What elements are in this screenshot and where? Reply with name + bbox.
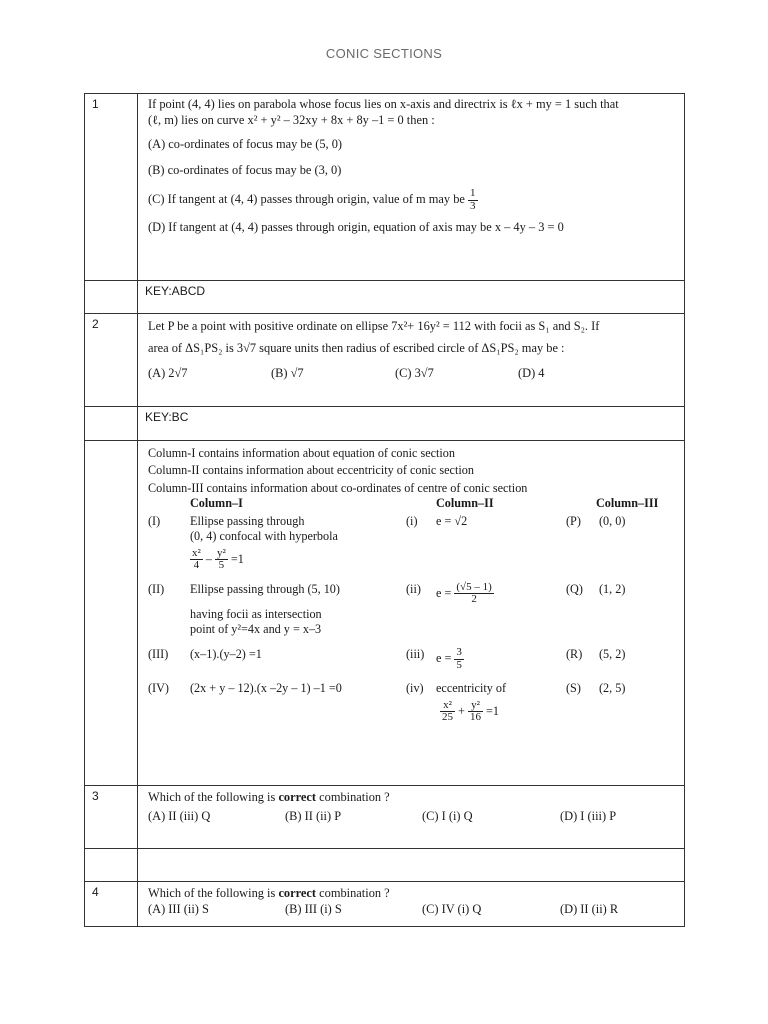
operator: –: [205, 551, 212, 566]
hyperbola-equation: [190, 548, 406, 572]
row-text: point of y²=4x and y = x–3: [190, 622, 322, 637]
col3-label: (Q): [566, 581, 583, 596]
empty-cell: [85, 281, 138, 314]
page-title: CONIC SECTIONS: [325, 46, 443, 61]
question-stem-line: (ℓ, m) lies on curve x² + y² – 32xy + 8x + 8y –1 = 0 then :: [148, 112, 435, 127]
e-equals: e =: [436, 585, 452, 600]
option-a: (A) co-ordinates of focus may be (5, 0): [148, 137, 343, 151]
question-stem: [148, 886, 676, 902]
question-row-4: [85, 882, 685, 927]
column-1-header: Column–I: [190, 495, 243, 510]
options-row: [148, 809, 676, 825]
empty-cell: [85, 441, 138, 786]
fraction-denominator: 2: [471, 593, 477, 606]
option-b: (B) II (ii) P: [285, 808, 342, 823]
operator: +: [458, 703, 465, 718]
question-table: [84, 93, 685, 927]
key-row-2: [85, 407, 685, 441]
col3-label: (P): [566, 514, 581, 528]
question-row-1: [85, 94, 685, 281]
col2-text: [436, 681, 566, 723]
key-row-1: [85, 281, 685, 314]
matrix-intro: Column-II contains information about eccentricity of conic section: [148, 463, 474, 478]
col3-text: (0, 0): [599, 514, 626, 528]
option-c: (C) 3√7: [395, 366, 434, 380]
fraction-numerator: x²: [440, 700, 455, 713]
empty-cell: [138, 849, 685, 882]
matrix-intro: Column-I contains information about equation of conic section: [148, 446, 455, 460]
option-d: (D) If tangent at (4, 4) passes through origin, equation of axis may be x – 4y – 3 = 0: [148, 220, 564, 235]
options-row: [148, 366, 676, 382]
row-text: Ellipse passing through: [190, 514, 305, 528]
matrix-body: [138, 441, 685, 786]
equals: =1: [486, 703, 499, 718]
col2-text: e = √2: [436, 514, 468, 528]
option-c: (C) I (i) Q: [422, 808, 473, 823]
fraction-numerator: y²: [468, 700, 483, 713]
question-number: 3: [85, 786, 138, 849]
question-stem-line: area of ΔS₁PS₂ is 3√7 square units then radius of escribed circle of ΔS₁PS₂ may be :: [148, 340, 565, 355]
col3-label: (R): [566, 647, 583, 662]
question-body: [138, 314, 685, 407]
question-stem-line: If point (4, 4) lies on parabola whose focus lies on x-axis and directrix is ℓx + my = 1 such that: [148, 97, 619, 111]
row-label: (II): [148, 581, 165, 596]
option-a: (A) 2√7: [148, 366, 188, 380]
option-d: (D) 4: [518, 366, 545, 380]
option-c: [148, 188, 676, 212]
col2-text: [436, 582, 566, 638]
col2-label: (iv): [406, 681, 424, 696]
options-row: [148, 902, 676, 918]
fraction-denominator: 25: [442, 711, 453, 724]
empty-cell: [85, 849, 138, 882]
empty-row: [85, 849, 685, 882]
question-body: [138, 786, 685, 849]
fraction-numerator: (√5 – 1): [456, 580, 492, 593]
answer-key: KEY:BC: [138, 407, 685, 441]
fraction-numerator: 1: [470, 187, 476, 199]
ellipse-equation: [436, 700, 566, 724]
row-text: Ellipse passing through (5, 10): [190, 581, 340, 596]
col2-label: (i): [406, 514, 418, 528]
fraction: [454, 647, 464, 671]
fraction-denominator: 5: [456, 658, 462, 671]
option-c-text: (C) If tangent at (4, 4) passes through origin, value of m may be: [148, 191, 465, 206]
option-a: (A) III (ii) S: [148, 901, 209, 916]
fraction: [468, 700, 483, 724]
question-number: 1: [85, 94, 138, 281]
row-text: (2x + y – 12).(x –2y – 1) –1 =0: [190, 681, 342, 696]
fraction: [454, 582, 493, 606]
question-number: 4: [85, 882, 138, 927]
empty-cell: [85, 407, 138, 441]
question-stem-line: Let P be a point with positive ordinate on ellipse 7x²+ 16y² = 112 with focii as S₁ and S₂. If: [148, 319, 600, 333]
row-text: (x–1).(y–2) =1: [190, 647, 262, 662]
col3-text: (1, 2): [599, 581, 626, 596]
option-d: (D) II (ii) R: [560, 901, 619, 916]
row-content: [190, 582, 406, 638]
stem-text: combination ?: [316, 886, 390, 900]
option-b: (B) III (i) S: [285, 901, 342, 916]
question-number: 2: [85, 314, 138, 407]
fraction-denominator: 16: [469, 711, 481, 724]
option-b: (B) √7: [271, 366, 304, 380]
fraction-denominator: 4: [193, 559, 200, 572]
col2-caption: eccentricity of: [436, 681, 507, 696]
question-row-2: [85, 314, 685, 407]
stem-emphasis: correct: [278, 790, 317, 804]
option-c: (C) IV (i) Q: [422, 901, 482, 916]
matrix-row: [85, 441, 685, 786]
fraction-numerator: x²: [192, 546, 201, 559]
column-2-header: Column–II: [436, 495, 494, 510]
answer-key: KEY:ABCD: [138, 281, 685, 314]
row-content: [190, 514, 406, 572]
row-label: (III): [148, 647, 169, 662]
fraction: [190, 548, 203, 572]
matrix-row-1: [148, 514, 676, 572]
equals: =1: [230, 551, 244, 566]
fraction-denominator: 3: [470, 199, 476, 212]
col3-label: (S): [566, 681, 581, 696]
col3-text: (2, 5): [599, 681, 626, 696]
col3-text: (5, 2): [599, 647, 626, 662]
e-equals: e =: [436, 651, 452, 666]
col2-text: [436, 647, 566, 671]
fraction-denominator: 5: [218, 559, 225, 572]
stem-text: Which of the following is: [148, 790, 279, 804]
question-row-3: [85, 786, 685, 849]
fraction: [468, 188, 478, 212]
question-body: [138, 882, 685, 927]
question-body: [138, 94, 685, 281]
fraction: [215, 548, 228, 572]
fraction-numerator: y²: [217, 546, 226, 559]
fraction: [440, 700, 455, 724]
question-stem: [148, 790, 676, 806]
matrix-row-2: [148, 582, 676, 638]
row-text: having focii as intersection: [190, 606, 322, 621]
matrix-row-3: [148, 647, 676, 671]
stem-text: combination ?: [316, 790, 390, 804]
matrix-intro: Column-III contains information about co-ordinates of centre of conic section: [148, 480, 528, 495]
column-3-header: Column–III: [596, 495, 659, 510]
matrix-headers: [148, 496, 676, 511]
col2-label: (iii): [406, 647, 425, 662]
row-label: (IV): [148, 681, 169, 696]
fraction-numerator: 3: [456, 646, 462, 659]
matrix-row-4: [148, 681, 676, 723]
col2-label: (ii): [406, 581, 421, 596]
option-b: (B) co-ordinates of focus may be (3, 0): [148, 162, 342, 177]
row-text: (0, 4) confocal with hyperbola: [190, 529, 338, 544]
stem-emphasis: correct: [278, 886, 317, 900]
option-a: (A) II (iii) Q: [148, 808, 211, 823]
option-d: (D) I (iii) P: [560, 808, 617, 823]
row-label: (I): [148, 514, 161, 528]
stem-text: Which of the following is: [148, 886, 279, 900]
